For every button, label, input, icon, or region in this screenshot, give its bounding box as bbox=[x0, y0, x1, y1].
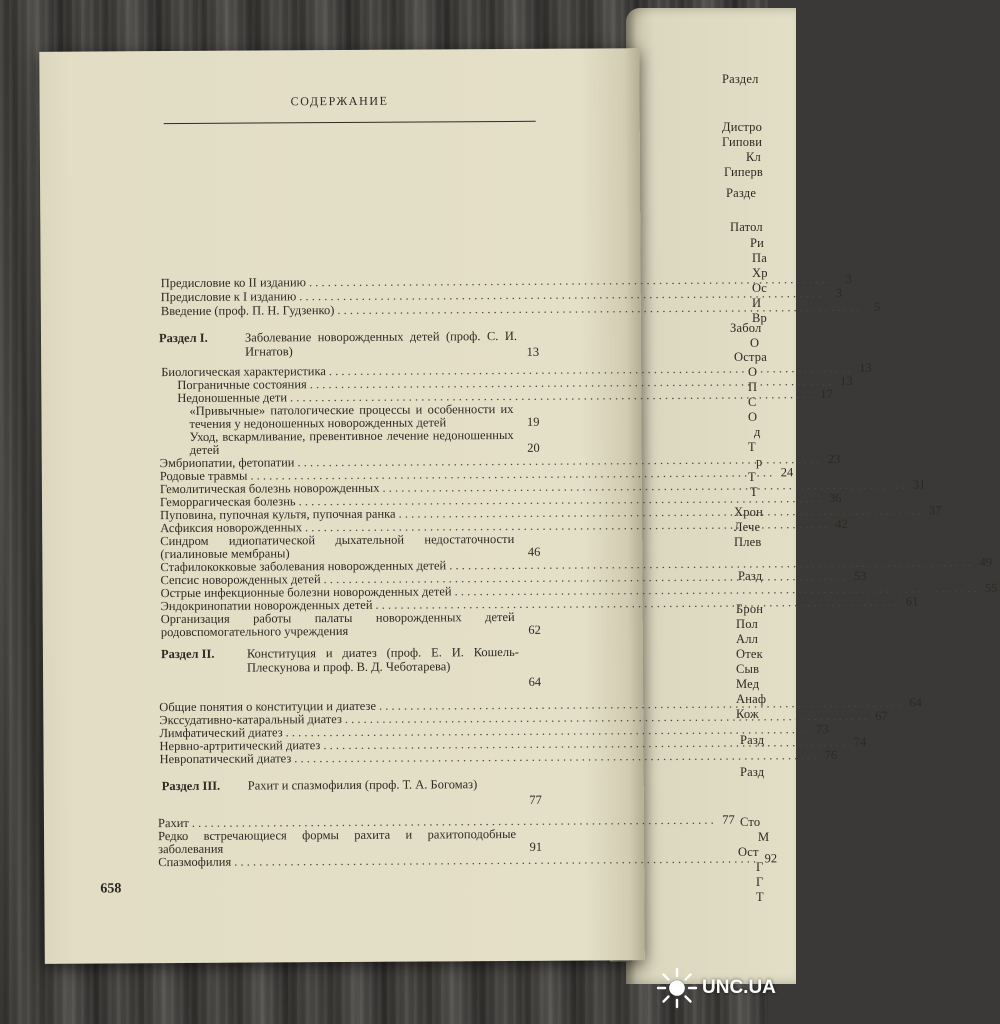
right-page-text-fragment: Т bbox=[750, 485, 758, 499]
toc-entry-page: 42 bbox=[835, 516, 848, 531]
heading-rule bbox=[164, 121, 536, 124]
toc-entry-page: 46 bbox=[527, 544, 541, 559]
section-page: 77 bbox=[529, 792, 542, 807]
right-page-text-fragment: Разд bbox=[738, 569, 763, 583]
toc-entry-title: Эмбриопатии, фетопатии bbox=[159, 455, 295, 471]
section-3-heading bbox=[162, 777, 542, 807]
toc-entry-title: Спазмофилия bbox=[158, 854, 232, 870]
right-page-text-fragment: Т bbox=[756, 890, 764, 904]
toc-entry-page: 23 bbox=[827, 451, 841, 467]
right-page-text-fragment: П bbox=[748, 380, 758, 394]
right-page-text-fragment: Патол bbox=[730, 220, 763, 234]
right-page-text-fragment: Плев bbox=[734, 535, 762, 549]
toc-entry-title: Пограничные состояния bbox=[177, 377, 307, 393]
toc-entry-title: Экссудативно-катаральный диатез bbox=[159, 712, 342, 728]
toc-entry-page: 92 bbox=[764, 851, 778, 866]
toc-entry-title: Предисловие к I изданию bbox=[160, 289, 297, 305]
right-page-text-fragment: Гипови bbox=[722, 135, 763, 149]
toc-entry-title: Пуповина, пупочная культя, пупочная ранка bbox=[160, 506, 396, 523]
toc-entry bbox=[159, 747, 838, 767]
toc-entry-title: Синдром идиопатической дыхательной недостаточности (гиалиновые мембраны) bbox=[160, 531, 515, 562]
section-label: Раздел II. bbox=[160, 646, 215, 662]
toc-entry-title: Редко встречающиеся формы рахита и рахитоподобные заболевания bbox=[158, 826, 517, 857]
toc-entry-title: Организация работы палаты новорожденных детей родовспомогательного учреждения bbox=[160, 609, 515, 640]
right-page-text-fragment: Брон bbox=[736, 602, 764, 616]
right-page-text-fragment: Ост bbox=[738, 845, 759, 859]
right-page-text-fragment: Алл bbox=[736, 632, 759, 646]
toc-entry-title: Гемолитическая болезнь новорожденных bbox=[159, 480, 380, 497]
right-page-text-fragment: Лече bbox=[734, 520, 761, 534]
toc-entry-title: Нервно-артритический диатез bbox=[159, 738, 321, 754]
right-page-text-fragment: С bbox=[748, 395, 757, 409]
toc-entry-page: 3 bbox=[835, 285, 843, 300]
right-page-text-fragment: Сто bbox=[740, 815, 761, 829]
toc-entry bbox=[189, 403, 539, 431]
toc-entry-title: Уход, вскармливание, превентивное лечение недоношенных детей bbox=[189, 427, 514, 457]
right-page-text-fragment: Гиперв bbox=[724, 165, 764, 179]
right-page-text-fragment: Ри bbox=[750, 236, 765, 250]
right-page-text-fragment: О bbox=[748, 410, 758, 424]
right-page-text-fragment: Вр bbox=[752, 311, 767, 325]
toc-entry-page: 3 bbox=[845, 271, 852, 286]
toc-entry-title: Общие понятия о конституции и диатезе bbox=[159, 698, 377, 715]
toc-entry-title: Рахит bbox=[157, 815, 189, 831]
toc-entry-title: Стафилококковые заболевания новорожденных детей bbox=[160, 558, 447, 575]
toc-entry-page: 24 bbox=[780, 465, 794, 480]
toc-entry-page: 73 bbox=[815, 722, 829, 737]
toc-entry-title: Недоношенные дети bbox=[177, 390, 288, 406]
toc-entry bbox=[161, 611, 541, 639]
right-page-text-fragment: И bbox=[752, 296, 762, 310]
toc-entry-page: 19 bbox=[526, 414, 540, 429]
right-page-text-fragment: О bbox=[750, 336, 760, 350]
toc-entry-page: 5 bbox=[873, 299, 881, 314]
toc-entry-page: 13 bbox=[840, 373, 853, 388]
toc-entry-page: 20 bbox=[527, 440, 540, 455]
right-page-text-fragment: Г bbox=[756, 860, 764, 874]
toc-entry-title: Асфиксия новорожденных bbox=[160, 520, 303, 536]
toc-entry-page: 67 bbox=[875, 708, 888, 723]
toc-entry-title: Геморрагическая болезнь bbox=[159, 494, 296, 510]
toc-entry-page: 53 bbox=[853, 568, 867, 583]
right-page-text-fragment: д bbox=[754, 425, 761, 439]
toc-entry-page: 31 bbox=[912, 477, 926, 492]
right-page-text-fragment: Ос bbox=[752, 281, 767, 295]
toc-entry-title: Предисловие ко II изданию bbox=[160, 275, 307, 291]
toc-entry-title: Эндокринопатии новорожденных детей bbox=[160, 597, 373, 614]
toc-entry-title: Введение (проф. П. Н. Гудзенко) bbox=[160, 303, 335, 319]
section-2-heading bbox=[161, 645, 541, 689]
right-page-text-fragment: Раздел bbox=[722, 72, 759, 86]
toc-entry bbox=[190, 429, 540, 457]
toc-entry-title: Лимфатический диатез bbox=[159, 725, 283, 741]
toc-entry-page: 36 bbox=[828, 490, 842, 506]
right-page-text-fragment: Сыв bbox=[736, 662, 760, 676]
section-title: Заболевание новорожденных детей (проф. С. И. Игнатов) bbox=[244, 328, 518, 359]
toc-entry-page: 77 bbox=[722, 812, 735, 827]
toc-entry-title: Биологическая характеристика bbox=[161, 364, 326, 380]
right-page-text-fragment: М bbox=[758, 830, 770, 844]
toc-entry-title: Родовые травмы bbox=[159, 468, 248, 484]
right-page-text-fragment: Разде bbox=[726, 186, 757, 200]
toc-entry-page: 61 bbox=[905, 594, 919, 609]
toc-entry-page: 37 bbox=[928, 503, 942, 518]
right-page-text-fragment: Кож bbox=[736, 707, 759, 721]
section-page: 64 bbox=[528, 674, 542, 689]
right-page-text-fragment: Хрон bbox=[734, 505, 764, 519]
toc-entry-page: 49 bbox=[979, 555, 993, 570]
section-1-heading bbox=[159, 329, 539, 359]
toc-entry-page: 91 bbox=[529, 839, 543, 854]
right-page-text-fragment: Разд bbox=[740, 765, 765, 779]
right-page-text-fragment: Забол bbox=[730, 321, 762, 335]
page-heading: СОДЕРЖАНИЕ bbox=[290, 93, 389, 109]
toc-entry-page: 74 bbox=[853, 734, 867, 749]
right-page-text-fragment: Дистро bbox=[722, 120, 763, 134]
toc-entry-page: 62 bbox=[528, 622, 541, 637]
section-title: Рахит и спазмофилия (проф. Т. А. Богомаз) bbox=[247, 777, 478, 793]
toc-entry bbox=[160, 533, 540, 561]
right-page-text-fragment: Отек bbox=[736, 647, 763, 661]
toc-entry-title: Острые инфекционные болезни новорожденных детей bbox=[160, 584, 452, 601]
toc-entry-page: 17 bbox=[820, 386, 833, 402]
watermark bbox=[656, 966, 776, 1010]
section-label: Раздел III. bbox=[161, 778, 221, 794]
toc-entry bbox=[158, 828, 542, 856]
toc-entry-page: 13 bbox=[859, 360, 872, 375]
section-page: 13 bbox=[526, 344, 540, 359]
right-page-text-fragment: Мед bbox=[736, 677, 760, 691]
right-page-text-fragment: Анаф bbox=[736, 692, 767, 706]
right-page-text-fragment: Т bbox=[748, 470, 756, 484]
toc-entry-title: Сепсис новорожденных детей bbox=[160, 572, 321, 588]
right-page-text-fragment: р bbox=[756, 455, 763, 469]
right-page-text-fragment: Кл bbox=[746, 150, 761, 164]
sun-logo-icon bbox=[656, 967, 698, 1009]
right-page-text-fragment: Пол bbox=[736, 617, 758, 631]
toc-entry-page: 76 bbox=[824, 747, 838, 763]
section-title: Конституция и диатез (проф. Е. И. Кошель-Плескунова и проф. В. Д. Чеботарева) bbox=[246, 644, 519, 675]
right-page-text-fragment: Разд bbox=[740, 733, 765, 747]
toc-entry-page: 55 bbox=[984, 580, 998, 596]
right-page-text-fragment: Т bbox=[748, 440, 756, 454]
right-page-text-fragment: Остра bbox=[734, 350, 767, 364]
watermark-text: UNC.UA bbox=[702, 977, 776, 998]
right-page-text-fragment: Хр bbox=[752, 266, 768, 280]
right-page-text-fragment: Па bbox=[752, 251, 767, 265]
right-page-text-fragment: Г bbox=[756, 875, 764, 889]
toc-entry-title: Невропатический диатез bbox=[159, 751, 292, 767]
section-label: Раздел I. bbox=[158, 330, 208, 346]
toc-entry-title: «Привычные» патологические процессы и особенности их течения у недоношенных новорожденных детей bbox=[189, 401, 514, 431]
page-number: 658 bbox=[100, 881, 122, 897]
toc-entry-page: 64 bbox=[909, 695, 922, 710]
right-page-text-fragment: О bbox=[748, 365, 758, 379]
